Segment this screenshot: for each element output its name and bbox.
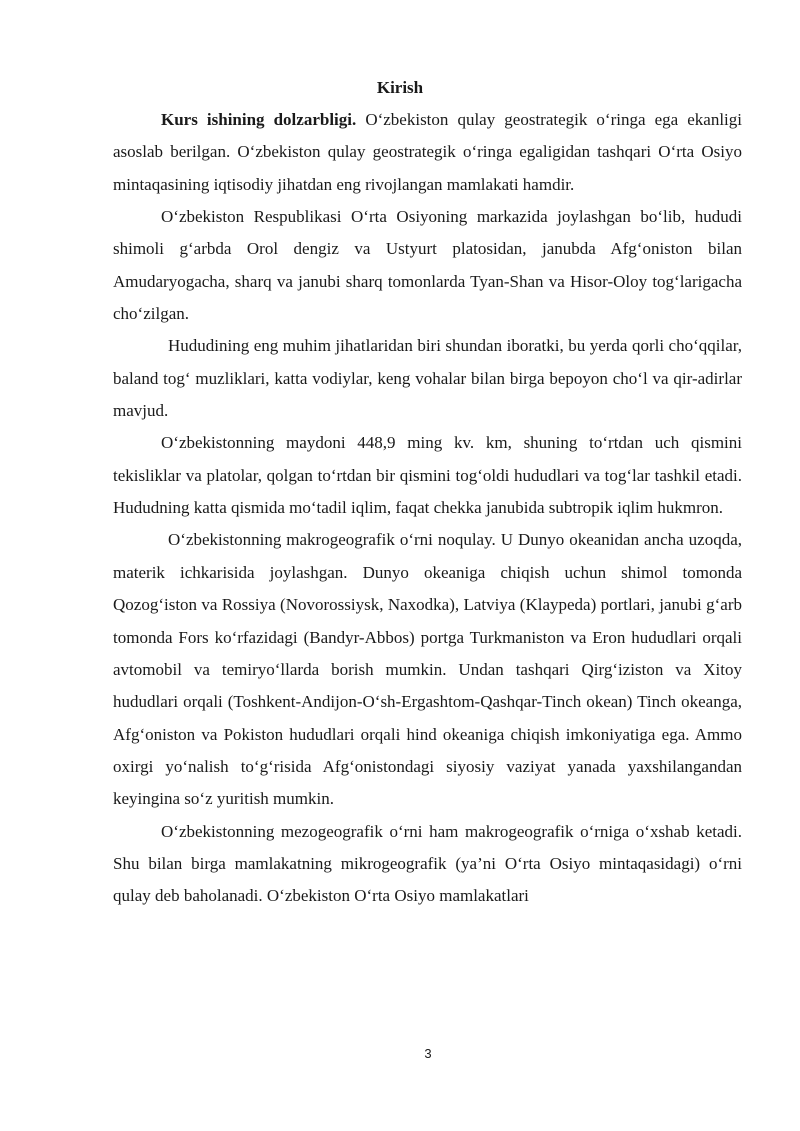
paragraph-text: O‘zbekiston qulay geostrategik o‘ringa ega ekanligi asoslab berilgan. O‘zbekiston qulay geostrategik o‘ringa egaligidan tashqari O‘rta Osiyo mintaqasining iqtisodiy jihatdan eng rivojlangan mamlakati hamdir. bbox=[113, 110, 742, 194]
paragraph-text: O‘zbekiston Respublikasi O‘rta Osiyoning markazida joylashgan bo‘lib, hududi shimoli g‘arbda Orol dengiz va Ustyurt platosidan, janubda Afg‘oniston bilan Amudaryogacha, sharq va janubi sharq tomonlarda Tyan-Shan va Hisor-Oloy tog‘larigacha cho‘zilgan. bbox=[113, 207, 742, 324]
paragraph-text: Hududining eng muhim jihatlaridan biri shundan iboratki, bu yerda qorli cho‘qqilar, baland tog‘ muzliklari, katta vodiylar, keng vohalar bilan birga bepoyon cho‘l va qir-adirlar mavjud. bbox=[113, 336, 742, 421]
paragraph-mesogeography bbox=[113, 816, 742, 913]
document-body bbox=[113, 104, 742, 913]
paragraph-lead: Kurs ishining dolzarbligi. bbox=[161, 110, 357, 129]
paragraph-text: O‘zbekistonning maydoni 448,9 ming kv. km, shuning to‘rtdan uch qismini tekisliklar va platolar, qolgan to‘rtdan bir qismini tog‘oldi hududlari va tog‘lar tashkil etadi. Hududning katta qismida mo‘tadil iqlim, faqat chekka janubida subtropik iqlim hukmron. bbox=[113, 433, 742, 518]
paragraph-macrogeography bbox=[113, 524, 742, 815]
section-title: Kirish bbox=[376, 78, 424, 97]
paragraph-landscape bbox=[113, 330, 742, 427]
paragraph-location bbox=[113, 201, 742, 330]
page-number: 3 bbox=[424, 1046, 432, 1061]
paragraph-area bbox=[113, 427, 742, 524]
paragraph-text: O‘zbekistonning mezogeografik o‘rni ham makrogeografik o‘rniga o‘xshab ketadi. Shu bilan birga mamlakatning mikrogeografik (ya’ni O‘rta Osiyo mintaqasidagi) o‘rni qulay deb baholanadi. O‘zbekiston O‘rta Osiyo mamlakatlari bbox=[113, 821, 742, 906]
paragraph-text: O‘zbekistonning makrogeografik o‘rni noqulay. U Dunyo okeanidan ancha uzoqda, materik ichkarisida joylashgan. Dunyo okeaniga chiqish uchun shimol tomonda Qozog‘iston va Rossiya (Novorossiysk, Naxodka), Latviya (Klaypeda) portlari, janubi g‘arb tomonda Fors ko‘rfazidagi (Bandyr-Abbos) portga Turkmaniston va Eron hududlari orqali avtomobil va temiryo‘llarda borish mumkin. Undan tashqari Qirg‘iziston va Xitoy hududlari orqali (Toshkent-Andijon-O‘sh-Ergashtom-Qashqar-Tinch okean) Tinch okeanga, Afg‘oniston va Pokiston hududlari orqali hind okeaniga chiqish imkoniyatiga ega. Ammo oxirgi yo‘nalish to‘g‘risida Afg‘onistondagi siyosiy vaziyat yanada yaxshilangandan keyingina so‘z yuritish mumkin. bbox=[113, 530, 742, 809]
paragraph-relevance bbox=[113, 104, 742, 201]
